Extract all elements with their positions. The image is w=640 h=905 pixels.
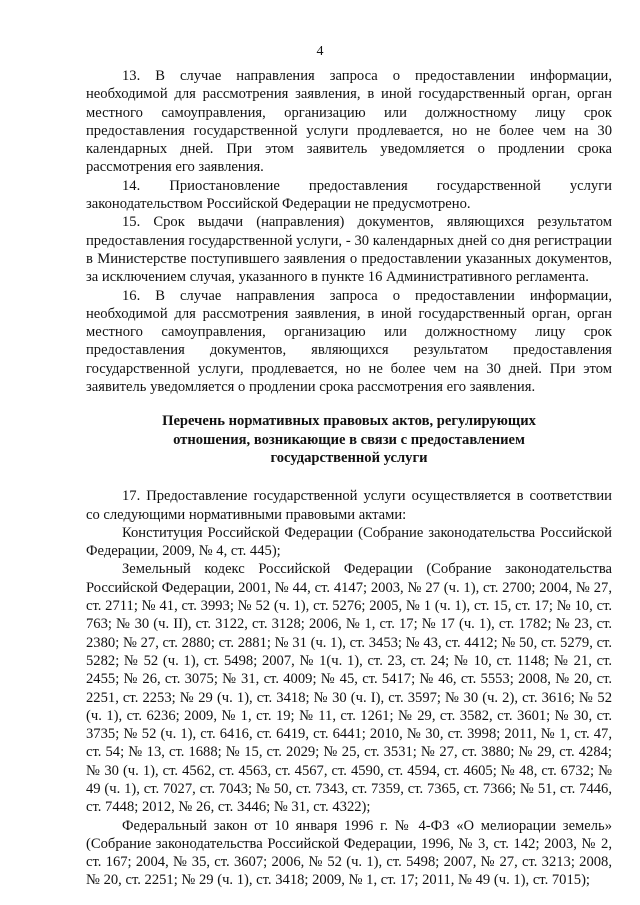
paragraph-14: 14. Приостановление предоставления государственной услуги законодательством Российской Федерации не предусмотрено.: [86, 177, 612, 213]
spacer: [86, 467, 612, 487]
legal-act-constitution: Конституция Российской Федерации (Собрание законодательства Российской Федерации, 2009, № 4, ст. 445);: [86, 524, 612, 560]
legal-act-melioration-law: Федеральный закон от 10 января 1996 г. № 4-ФЗ «О мелиорации земель» (Собрание законодательства Российской Федерации, 1996, № 3, ст. 142; 2003, № 2, ст. 167; 2004, № 35, ст. 3607; 2006, № 52 (ч. 1), ст. 5498; 2007, № 27, ст. 3213; 2008, № 20, ст. 2251; № 29 (ч. 1), ст. 3418; 2009, № 1, ст. 17; 2011, № 49 (ч. 1), ст. 7015);: [86, 817, 612, 889]
document-body: [86, 67, 612, 890]
paragraph-15: 15. Срок выдачи (направления) документов, являющихся результатом предоставления государственной услуги, - 30 календарных дней со дня регистрации в Министерстве поступившего заявления о предоставлении указанных документов, за исключением случая, указанного в пункте 16 Административного регламента.: [86, 214, 612, 286]
paragraph-16: 16. В случае направления запроса о предоставлении информации, необходимой для рассмотрения заявления, в иной государственный орган, орган местного самоуправления, организацию или должностному лицу срок предоставления документов, являющихся результатом предоставления государственной услуги, продлевается, но не более чем на 30 дней. При этом заявитель уведомляется о продлении срока рассмотрения его заявления.: [86, 287, 612, 396]
page-number: 4: [316, 44, 324, 59]
legal-act-land-code: Земельный кодекс Российской Федерации (Собрание законодательства Российской Федерации, 2001, № 44, ст. 4147; 2003, № 27 (ч. 1), ст. 2700; 2004, № 27, ст. 2711; № 41, ст. 3993; № 52 (ч. 1), ст. 5276; 2005, № 1 (ч. 1), ст. 15, ст. 17; № 10, ст. 763; № 30 (ч. II), ст. 3122, ст. 3128; 2006, № 1, ст. 17; № 17 (ч. 1), ст. 1782; № 23, ст. 2380; № 27, ст. 2880; ст. 2881; № 31 (ч. 1), ст. 3453; № 43, ст. 4412; № 50, ст. 5279, ст. 5282; № 52 (ч. 1), ст. 5498; 2007, № 1(ч. 1), ст. 23, ст. 24; № 10, ст. 1148; № 21, ст. 2455; № 26, ст. 3075; № 31, ст. 4009; № 45, ст. 5417; № 46, ст. 5553; 2008, № 20, ст. 2251, ст. 2253; № 29 (ч. 1), ст. 3418; № 30 (ч. I), ст. 3597; № 30 (ч. 2), ст. 3616; № 52 (ч. 1), ст. 6236; 2009, № 1, ст. 19; № 11, ст. 1261; № 29, ст. 3582, ст. 3601; № 30, ст. 3735; № 52 (ч. 1), ст. 6416, ст. 6419, ст. 6441; 2010, № 30, ст. 3998; 2011, № 1, ст. 47, ст. 54; № 13, ст. 1688; № 15, ст. 2029; № 25, ст. 3531; № 27, ст. 3880; № 29, ст. 4284; № 30 (ч. 1), ст. 4562, ст. 4563, ст. 4567, ст. 4590, ст. 4594, ст. 4605; № 48, ст. 6732; № 49 (ч. 1), ст. 7027, ст. 7043; № 50, ст. 7343, ст. 7359, ст. 7365, ст. 7366; № 51, ст. 7446, ст. 7448; 2012, № 26, ст. 3446; № 31, ст. 4322);: [86, 561, 612, 816]
paragraph-17: 17. Предоставление государственной услуги осуществляется в соответствии со следующими нормативными правовыми актами:: [86, 488, 612, 523]
section-heading: Перечень нормативных правовых актов, регулирующих отношения, возникающие в связи с предоставлением государственной услуги: [162, 413, 536, 466]
paragraph-13: 13. В случае направления запроса о предоставлении информации, необходимой для рассмотрения заявления, в иной государственный орган, орган местного самоуправления, организацию или должностному лицу срок предоставления государственной услуги продлевается, но не более чем на 30 календарных дней. При этом заявитель уведомляется о продлении срока рассмотрения его заявления.: [86, 68, 612, 176]
